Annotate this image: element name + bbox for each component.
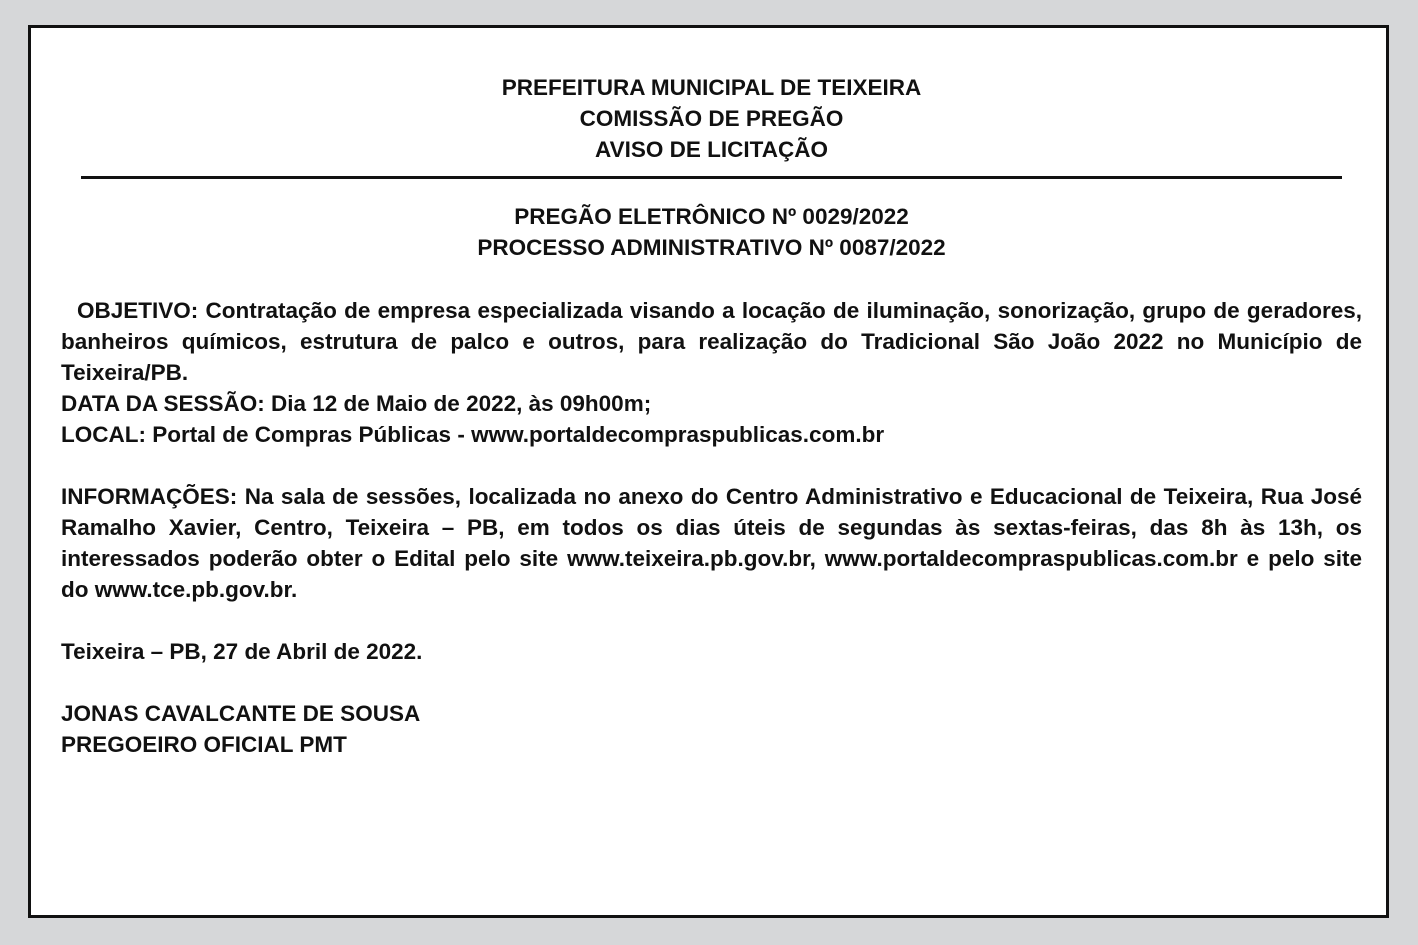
notice-box bbox=[28, 25, 1389, 918]
objective-paragraph: OBJETIVO: Contratação de empresa especializada visando a locação de iluminação, sonorização, grupo de geradores, banheiros químicos, estrutura de palco e outros, para realização do Tradicional São João 2022 no Município de Teixeira/PB. bbox=[61, 298, 1362, 385]
electronic-auction-number: PREGÃO ELETRÔNICO Nº 0029/2022 bbox=[514, 204, 909, 229]
process-identifiers bbox=[61, 201, 1362, 263]
date-place-line: Teixeira – PB, 27 de Abril de 2022. bbox=[61, 639, 423, 664]
header-divider bbox=[81, 176, 1342, 179]
header-commission: COMISSÃO DE PREGÃO bbox=[579, 106, 844, 131]
header-notice-title: AVISO DE LICITAÇÃO bbox=[595, 137, 828, 162]
session-date-line: DATA DA SESSÃO: Dia 12 de Maio de 2022, às 09h00m; bbox=[61, 391, 652, 416]
notice-header bbox=[61, 72, 1362, 165]
administrative-process-number: PROCESSO ADMINISTRATIVO Nº 0087/2022 bbox=[477, 235, 946, 260]
header-municipality: PREFEITURA MUNICIPAL DE TEIXEIRA bbox=[501, 75, 922, 100]
spacer bbox=[61, 667, 1362, 698]
information-paragraph: INFORMAÇÕES: Na sala de sessões, localizada no anexo do Centro Administrativo e Educacional de Teixeira, Rua José Ramalho Xavier, Centro, Teixeira – PB, em todos os dias úteis de segundas às sextas-feiras, das 8h às 13h, os interessados poderão obter o Edital pelo site www.teixeira.pb.gov.br, www.portaldecompraspublicas.com.br e pelo site do www.tce.pb.gov.br. bbox=[61, 484, 1362, 602]
spacer bbox=[61, 605, 1362, 636]
signatory-role: PREGOEIRO OFICIAL PMT bbox=[61, 732, 347, 757]
notice-content bbox=[61, 72, 1362, 760]
spacer bbox=[61, 450, 1362, 481]
location-line: LOCAL: Portal de Compras Públicas - www.portaldecompraspublicas.com.br bbox=[61, 422, 885, 447]
signatory-name: JONAS CAVALCANTE DE SOUSA bbox=[61, 701, 421, 726]
